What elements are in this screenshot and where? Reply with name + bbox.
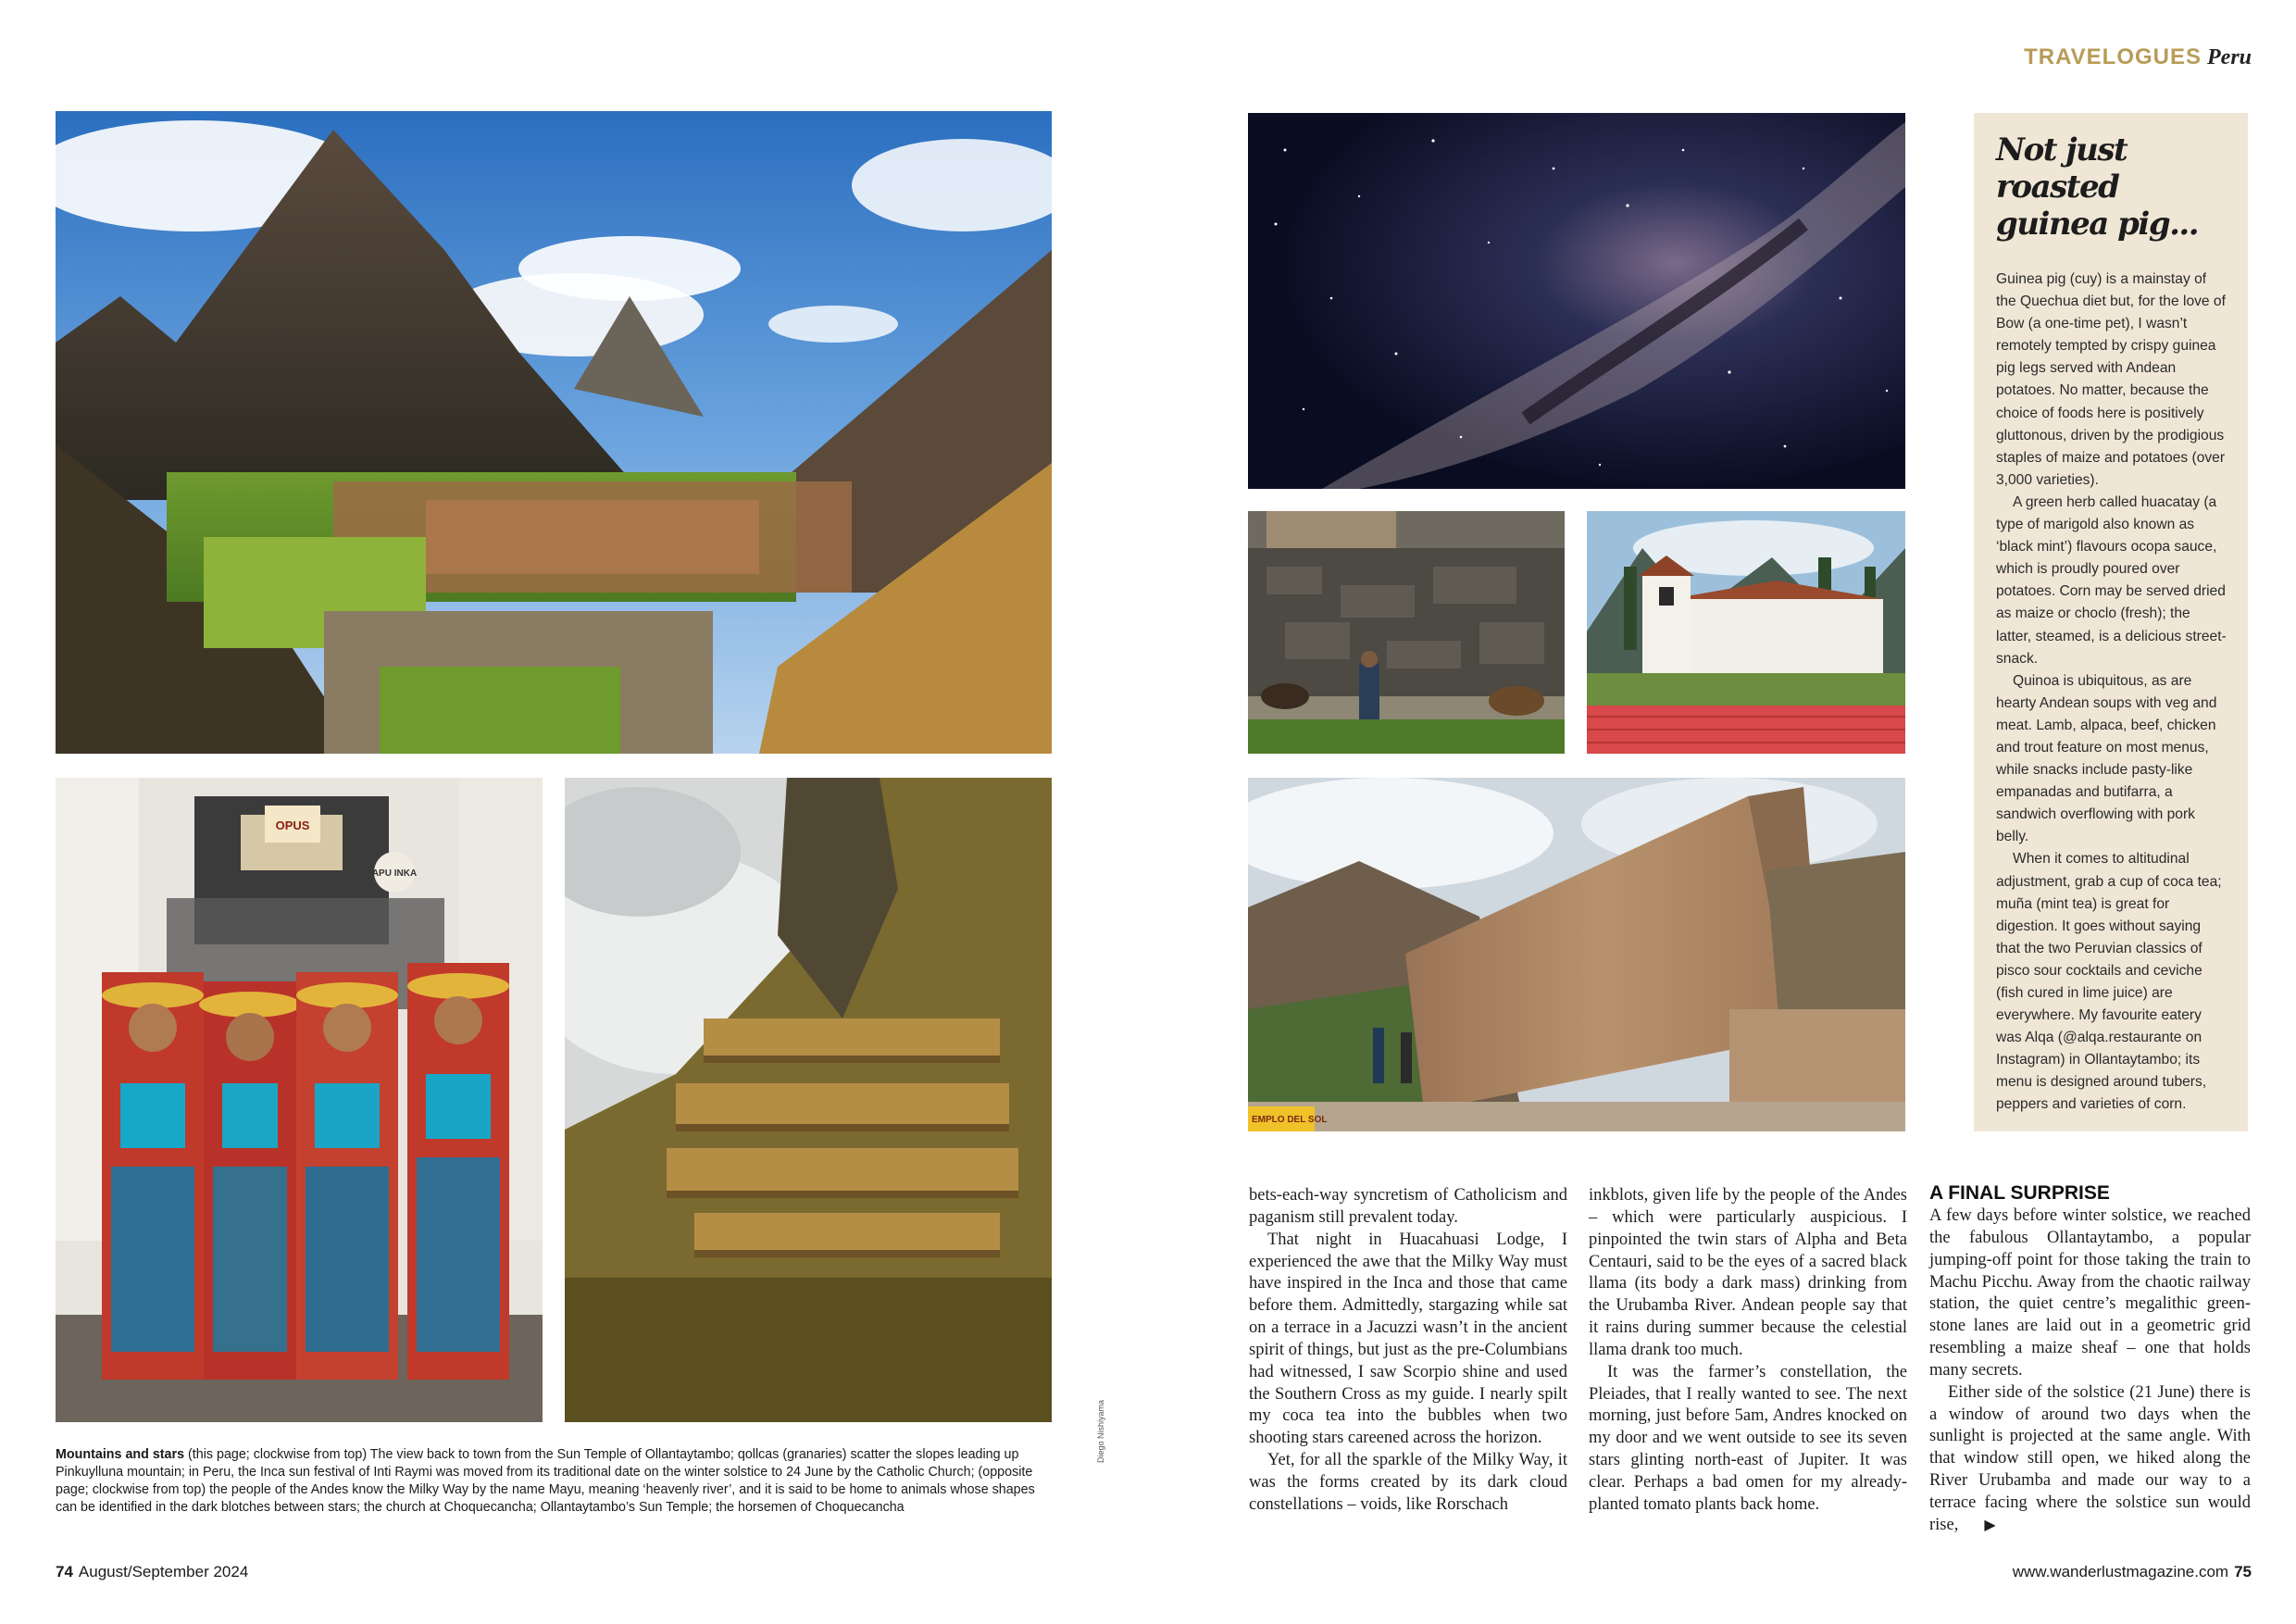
food-sidebar — [1974, 113, 2248, 1131]
sidebar-paragraph: Guinea pig (cuy) is a mainstay of the Quechua diet but, for the love of Bow (a one-time pet), I wasn’t remotely tempted by crispy guinea pig legs served with Andean potatoes. No matter, because the choice of foods here is positively gluttonous, driven by the prodigious staples of maize and potatoes (over 3,000 varieties). — [1996, 271, 2226, 488]
article-paragraph: A few days before winter solstice, we reached the fabulous Ollantaytambo, a popular jumping-off point for those taking the train to Machu Picchu. Away from the chaotic railway station, the quiet centre’s megalithic green-stone lanes are laid out in a geometric grid resembling a maize sheaf – one that holds many secrets. — [1929, 1206, 2251, 1380]
sidebar-paragraph: When it comes to altitudinal adjustment, grab a cup of coca tea; muña (mint tea) is great for digestion. It goes without saying that the two Peruvian classics of pisco sour cocktails and ceviche (fish cured in lime juice) are everywhere. My favourite eatery was Alqa (@alqa.restaurante on Instagram) in Ollantaytambo; its menu is designed around tubers, peppers and varieties of corn. — [1996, 851, 2222, 1113]
photo-caption — [56, 1446, 1055, 1517]
photo-sun-temple — [1248, 778, 1905, 1131]
photo-qollcas-granaries — [565, 778, 1052, 1422]
article-paragraph: bets-each-way syncretism of Catholicism and paganism still prevalent today. — [1249, 1186, 1567, 1227]
opus-sign-text: OPUS — [275, 818, 310, 832]
subheading-final-surprise: A FINAL SURPRISE — [1929, 1182, 2110, 1204]
article-paragraph — [1929, 1382, 2251, 1537]
website-url[interactable]: www.wanderlustmagazine.com — [2012, 1563, 2229, 1580]
photo-ollantaytambo-valley — [56, 111, 1052, 754]
sun-temple-sign-text: EMPLO DEL SOL — [1252, 1115, 1328, 1125]
caption-lead: Mountains and stars — [56, 1447, 185, 1462]
sidebar-title — [1996, 131, 2227, 243]
article-paragraph: Yet, for all the sparkle of the Milky Way, it was the forms created by its dark cloud constellations – voids, like Rorschach — [1249, 1451, 1567, 1514]
article-paragraph: It was the farmer’s constellation, the Pleiades, that I really wanted to see. The next morning, just before 5am, Andres knocked on my door and we went outside to see its seven stars glinting north-east of Jupiter. It was clear. Perhaps a bad omen for my already-planted tomato plants back home. — [1589, 1362, 1907, 1514]
footer-right — [2013, 1563, 2252, 1581]
photo-choquecancha-church — [1587, 511, 1905, 754]
continue-arrow-icon: ▶ — [1984, 1517, 1996, 1533]
photo-horsemen-choquecancha — [1248, 511, 1565, 754]
footer-left — [56, 1563, 248, 1581]
section-label: TRAVELOGUES — [2024, 44, 2202, 69]
sidebar-paragraph: Quinoa is ubiquitous, as are hearty Andean soups with veg and meat. Lamb, alpaca, beef, chicken and trout feature on most menus, while snacks include pasty-like empanadas and butifarra, a sandwich overflowing with pork belly. — [1996, 672, 2217, 845]
caption-text: (this page; clockwise from top) The view back to town from the Sun Temple of Ollantaytambo; qollcas (granaries) scatter the slopes leading up Pinkuylluna mountain; in Peru, the Inca sun festival of Inti Raymi was moved from its traditional date on the winter solstice to 24 June by the Catholic Church; (opposite page; clockwise from top) the people of the Andes know the Milky Way by the name Mayu, meaning ‘heavenly river’, and it is said to be home to animals whose shapes can be identified in the dark blotches between stars; the church at Choquecancha; Ollantaytambo’s Sun Temple; the horsemen of Choquecancha — [56, 1447, 1035, 1515]
sidebar-title-line2: guinea pig... — [1996, 206, 2199, 243]
photo-milky-way — [1248, 113, 1905, 489]
page-number-right: 75 — [2234, 1563, 2252, 1580]
apu-inka-sign-text: APU INKA — [371, 868, 418, 879]
article-paragraph-text: Either side of the solstice (21 June) there is a window of around two days when the sunlight is projected at the same angle. With that window still open, we hiked along the River Urubamba and made our way to a terrace facing where the solstice sun would rise, — [1929, 1382, 2251, 1534]
page-number-left: 74 — [56, 1563, 73, 1580]
running-header — [2024, 44, 2252, 70]
article-column-3 — [1929, 1181, 2251, 1537]
issue-date: August/September 2024 — [78, 1563, 249, 1580]
sidebar-title-line1: Not just roasted — [1996, 131, 2128, 206]
photo-credit: Diego Nishiyama — [1096, 1399, 1105, 1463]
photo-inti-raymi-dancers — [56, 778, 543, 1422]
article-column-2 — [1589, 1185, 1907, 1517]
country-label: Peru — [2207, 45, 2252, 69]
sidebar-paragraph: A green herb called huacatay (a type of marigold also known as ‘black mint’) flavours ocopa sauce, which is proudly poured over potatoes. Corn may be served dried as maize or choclo (fresh); the latter, steamed, is a delicious street-snack. — [1996, 493, 2227, 667]
article-paragraph: That night in Huacahuasi Lodge, I experienced the awe that the Milky Way must have inspired in the Inca and those that came before them. Admittedly, stargazing while sat on a terrace in a Jacuzzi wasn’t in the ancient spirit of things, but just as the pre-Columbians had witnessed, I saw Scorpio shine and used the Southern Cross as my guide. I nearly spilt my coca tea into the bubbles when two shooting stars careened across the horizon. — [1249, 1230, 1567, 1448]
article-paragraph: inkblots, given life by the people of the Andes – which were particularly auspicious. I pinpointed the twin stars of Alpha and Beta Centauri, said to be the eyes of a sacred black llama (its body a dark mass) drinking from the Urubamba River. Andean people say that it rains during summer because the celestial llama drank too much. — [1589, 1186, 1907, 1359]
sidebar-body — [1996, 269, 2227, 1117]
article-column-1 — [1249, 1185, 1567, 1517]
